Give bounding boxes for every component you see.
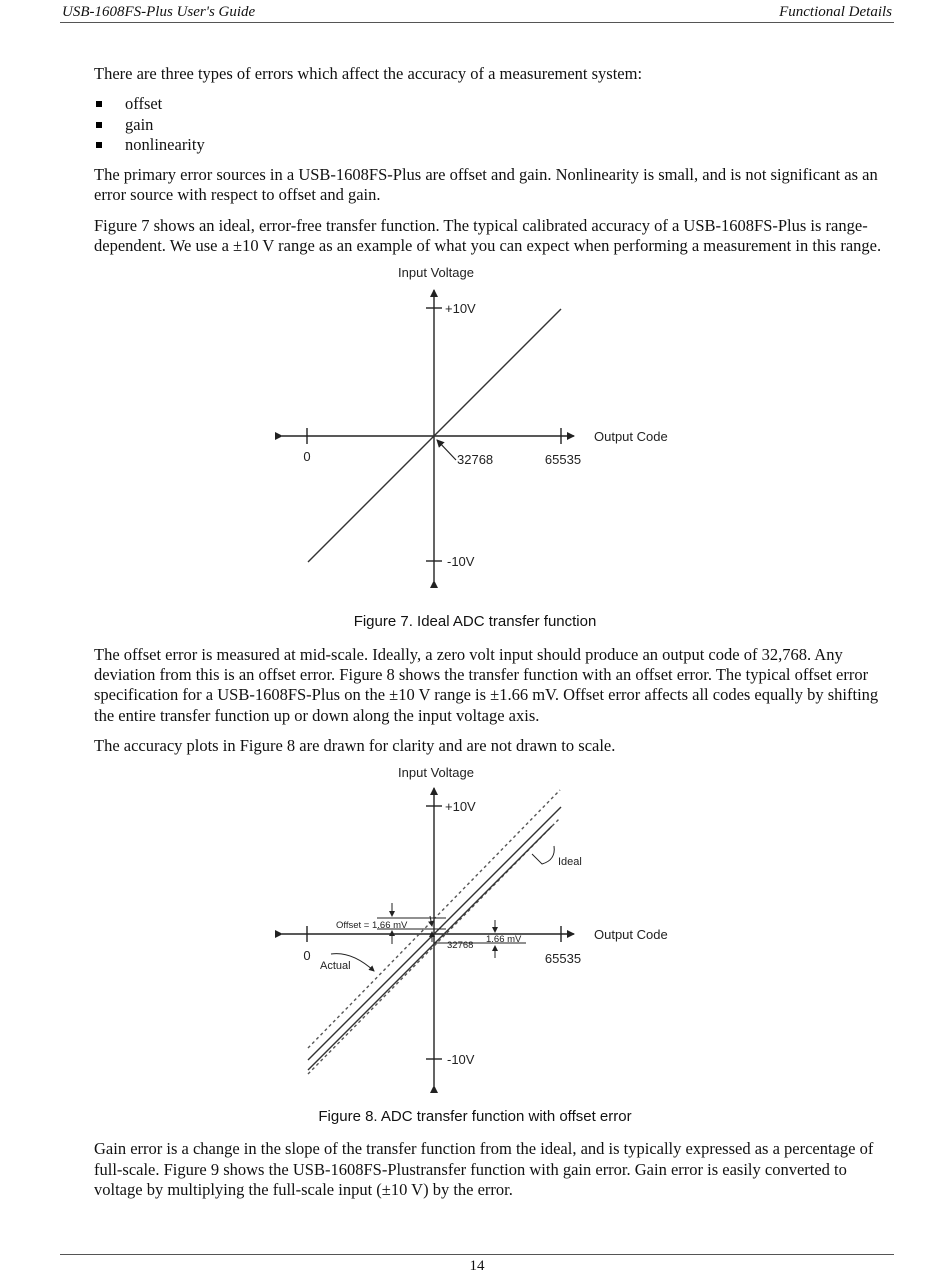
header-section-title: Functional Details: [779, 4, 892, 20]
page-header: [60, 2, 894, 23]
ideal-label: Ideal: [558, 856, 582, 869]
error-types-list: [94, 94, 894, 155]
mid-code-label: 32768: [447, 940, 474, 952]
list-item-text: gain: [125, 114, 154, 134]
list-item: [94, 115, 894, 135]
list-item: [94, 135, 894, 155]
figure-8-caption: Figure 8. ADC transfer function with offset error: [318, 1108, 632, 1126]
mid-code-pointer: [437, 440, 456, 460]
figure-8-diagram: [94, 766, 856, 1101]
offset-label: Offset = 1.66 mV: [336, 920, 408, 932]
bullet-icon: [96, 101, 102, 107]
bottom-tick-label: -10V: [447, 1052, 475, 1068]
offset-right-label: 1.66 mV: [486, 934, 522, 946]
figure-7: [94, 266, 894, 632]
header-doc-title: USB-1608FS-Plus User's Guide: [62, 4, 256, 20]
figure-7-diagram: [94, 266, 856, 606]
primary-error-paragraph: The primary error sources in a USB-1608FS-Plus are offset and gain. Nonlinearity is small, and is not significant as an error source with respect to offset and gain.: [94, 165, 878, 205]
list-item: [94, 94, 894, 114]
figure-8: [94, 766, 894, 1127]
figure-7-caption: Figure 7. Ideal ADC transfer function: [353, 613, 597, 631]
y-axis-label: Input Voltage: [398, 266, 474, 281]
list-item-text: nonlinearity: [125, 134, 205, 154]
page-number: 14: [469, 1258, 485, 1274]
x-axis-label: Output Code: [594, 429, 668, 445]
intro-paragraph: There are three types of errors which affect the accuracy of a measurement system:: [94, 64, 643, 83]
list-item-text: offset: [125, 94, 163, 114]
gain-error-paragraph: Gain error is a change in the slope of the transfer function from the ideal, and is typically expressed as a percentage of full-scale. Figure 9 shows the USB-1608FS-Plustransfer function with gain error. Gain error is easily converted to voltage by multiplying the full-scale input (±10 V) by the error.: [94, 1139, 874, 1200]
max-code-label: 65535: [544, 452, 582, 468]
bullet-icon: [96, 142, 102, 148]
bottom-tick-label: -10V: [447, 554, 475, 570]
actual-label: Actual: [320, 960, 351, 973]
accuracy-note-paragraph: The accuracy plots in Figure 8 are drawn for clarity and are not drawn to scale.: [94, 735, 616, 755]
figure7-intro-paragraph: Figure 7 shows an ideal, error-free transfer function. The typical calibrated accuracy of a USB-1608FS-Plus is range-dependent. We use a ±10 V range as an example of what you can expect when performing a measurement in this range.: [94, 215, 882, 256]
offset-error-paragraph: The offset error is measured at mid-scale. Ideally, a zero volt input should produce an output code of 32,768. Any deviation from this is an offset error. Figure 8 shows the transfer function with an offset error. The typical offset error specification for a USB-1608FS-Plus on the ±10 V range is ±1.66 mV. Offset error affects all codes equally by shifting the entire transfer function up or down along the input voltage axis.: [94, 644, 879, 725]
zero-label: 0: [303, 449, 311, 465]
top-tick-label: +10V: [445, 301, 476, 317]
max-code-label: 65535: [544, 951, 582, 967]
page-footer: [60, 1254, 894, 1275]
y-axis-label: Input Voltage: [398, 766, 474, 781]
page-content: [94, 64, 894, 1210]
ideal-pointer: [532, 846, 554, 864]
top-tick-label: +10V: [445, 799, 476, 815]
actual-transfer-line: [308, 826, 552, 1070]
bullet-icon: [96, 122, 102, 128]
x-axis-label: Output Code: [594, 927, 668, 943]
zero-label: 0: [303, 948, 311, 964]
mid-code-label: 32768: [457, 452, 494, 468]
